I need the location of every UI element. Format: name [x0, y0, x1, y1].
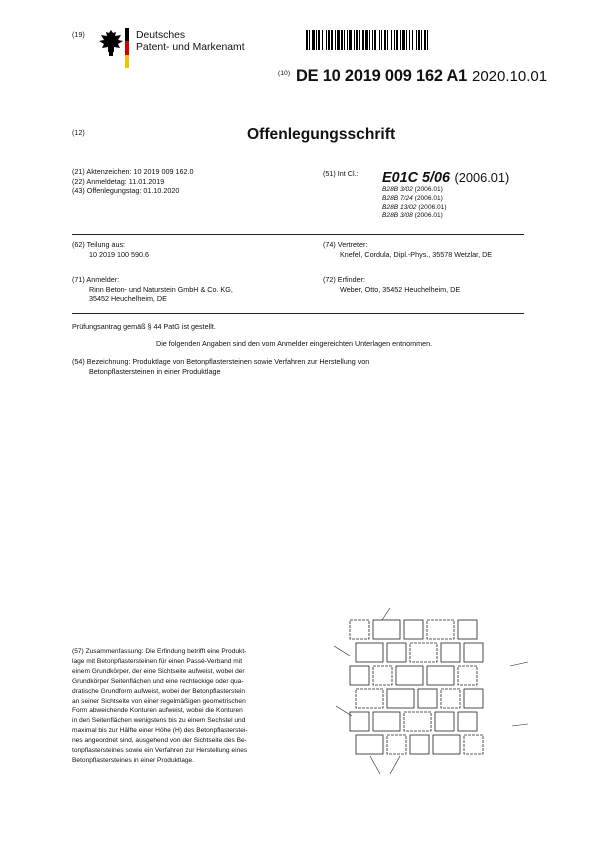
paving-stone	[441, 689, 460, 708]
office-name-line1: Deutsches	[136, 30, 186, 41]
abstract-line: lage mit Betonpflastersteinen für einen Passé-Verband mit	[72, 657, 243, 665]
paving-stone	[441, 643, 460, 662]
designation-block: (54) Bezeichnung: Produktlage von Betonpflastersteinen sowie Verfahren zur Herstellung von Betonpflastersteinen in einer Produktlage	[72, 357, 370, 376]
class-item: B28B 3/02 (2006.01)	[382, 186, 443, 193]
paving-stone	[350, 666, 369, 685]
paving-stone	[458, 712, 477, 731]
abstract-line: Betonpflastersteines in einer Produktlage.	[72, 756, 195, 764]
paving-stone	[373, 712, 400, 731]
classification-others	[382, 186, 447, 221]
paving-stone	[410, 643, 437, 662]
class-item: B28B 13/02 (2006.01)	[382, 203, 447, 211]
paving-stone	[427, 666, 454, 685]
divider	[72, 234, 524, 235]
abstract	[72, 647, 310, 766]
paving-stone	[387, 735, 406, 754]
barcode-bar	[428, 30, 431, 50]
paving-stone	[464, 735, 483, 754]
divider	[72, 313, 524, 314]
paving-stone	[433, 735, 460, 754]
disclaimer-note: Die folgenden Angaben sind den vom Anmelder eingereichten Unterlagen entnommen.	[156, 339, 433, 348]
examination-note: Prüfungsantrag gemäß § 44 PatG ist gestellt.	[72, 322, 216, 331]
leader-line	[334, 646, 350, 656]
leader-line	[336, 706, 352, 716]
class-item: B28B 7/24 (2006.01)	[382, 194, 443, 202]
bib-item-22: (22) Anmeldetag: 11.01.2019	[72, 176, 165, 186]
abstract-line: tonpflastersteines sowie ein Verfahren zur Herstellung eines	[72, 747, 248, 755]
flag-stripe-icon	[125, 28, 129, 68]
paving-stone	[350, 620, 369, 639]
abstract-line: (57) Zusammenfassung: Die Erfindung betrifft eine Produkt-	[72, 648, 247, 655]
abstract-line: in den Seitenflächen wenigstens bis zu einem Sechstel und	[72, 717, 246, 725]
paving-stone	[373, 620, 400, 639]
paving-stone	[373, 666, 392, 685]
office-code: (19)	[72, 30, 85, 39]
abstract-line: dratische Grundform aufweist, wobei der Betonpflasterstein	[72, 687, 245, 695]
paving-stone	[410, 735, 429, 754]
doc-type-code: (12)	[72, 128, 85, 137]
division-block: (62) Teilung aus: 10 2019 100 590.6	[72, 240, 149, 259]
classification-main	[382, 169, 509, 187]
paving-stone	[356, 643, 383, 662]
leader-line	[510, 662, 528, 666]
paving-stone	[404, 620, 423, 639]
leader-line	[382, 608, 390, 620]
paving-figure	[330, 606, 530, 778]
paving-stone	[464, 643, 483, 662]
eagle-logo-icon	[98, 28, 124, 66]
paving-stone	[427, 620, 454, 639]
publication-code: (10)	[278, 70, 291, 77]
leader-line	[390, 756, 400, 774]
paving-stone	[464, 689, 483, 708]
inventor-block: (72) Erfinder: Weber, Otto, 35452 Heuchelheim, DE	[323, 275, 461, 294]
abstract-line: maximal bis zur Hälfte einer Höhe (H) des Betonpflasterstei-	[72, 727, 248, 735]
paving-stone	[458, 620, 477, 639]
paving-stone	[387, 643, 406, 662]
abstract-line: an seiner Sichtseite von einer regelmäßigen geometrischen	[72, 697, 246, 705]
paving-stone	[396, 666, 423, 685]
paving-stone	[435, 712, 454, 731]
publication-date: 2020.10.01	[472, 68, 548, 85]
paving-stone	[458, 666, 477, 685]
bib-item-43: (43) Offenlegungstag: 01.10.2020	[72, 186, 180, 196]
classification-label: (51) Int Cl.:	[323, 169, 359, 178]
paving-stone	[350, 712, 369, 731]
doc-type-title: Offenlegungsschrift	[247, 126, 396, 143]
leader-line	[370, 756, 380, 774]
abstract-line: Grundkörper Seitenflächen und eine rechteckige oder qua-	[72, 677, 244, 685]
office-name-line2: Patent- und Markenamt	[136, 42, 245, 53]
barcode	[306, 30, 550, 50]
office-name	[136, 30, 245, 54]
paving-stone	[356, 689, 383, 708]
main-class: E01C 5/06	[382, 170, 451, 186]
leader-line	[512, 724, 528, 726]
abstract-line: Form abweichende Konturen aufweist, wobei die Konturen	[72, 707, 243, 715]
main-class-version: (2006.01)	[454, 170, 510, 185]
applicant-block: (71) Anmelder: Rinn Beton- und Naturstein GmbH & Co. KG, 35452 Heuchelheim, DE	[72, 275, 233, 304]
publication-number: DE 10 2019 009 162 A1	[296, 67, 468, 85]
paving-stone	[387, 689, 414, 708]
class-item: B28B 3/08 (2006.01)	[382, 212, 443, 220]
paving-stone	[418, 689, 437, 708]
paving-stone	[404, 712, 431, 731]
bib-item-21: (21) Aktenzeichen: 10 2019 009 162.0	[72, 167, 194, 176]
representative-block: (74) Vertreter: Knefel, Cordula, Dipl.-Phys., 35578 Wetzlar, DE	[323, 240, 493, 259]
abstract-line: nes angeordnet sind, ausgehend von der Sichtseite des Be-	[72, 737, 247, 745]
abstract-line: einem Grundkörper, der eine Sichtseite aufweist, wobei der	[72, 667, 245, 675]
bib-left-block	[72, 167, 194, 196]
paving-stone	[356, 735, 383, 754]
